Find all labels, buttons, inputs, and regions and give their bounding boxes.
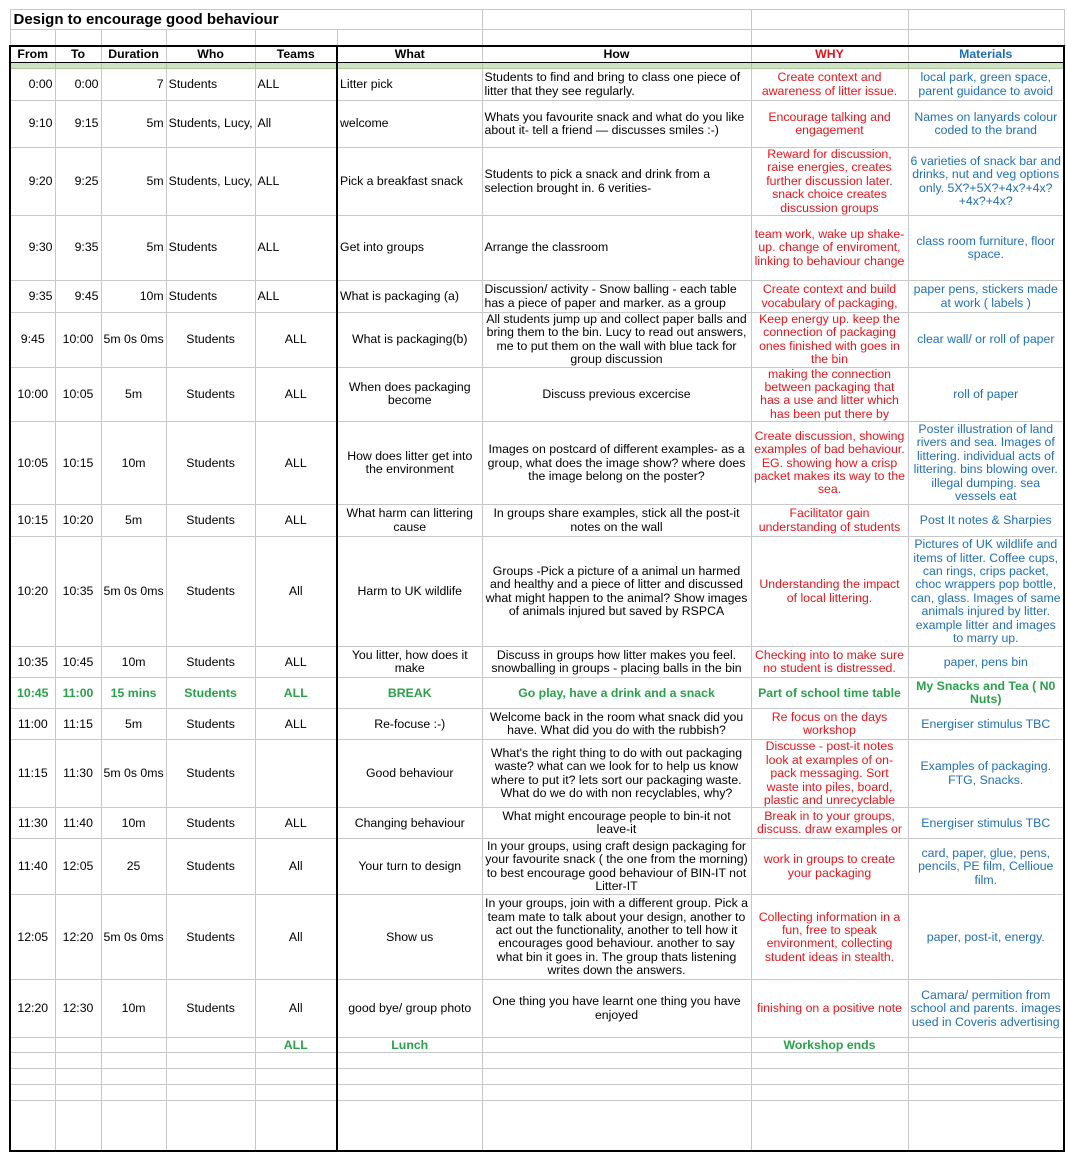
cell-teams[interactable]: ALL (255, 281, 337, 313)
cell-teams[interactable]: ALL (255, 709, 337, 740)
cell-why[interactable]: Create discussion, showing examples of bad behaviour. EG. showing how a crisp packet makes its way to the sea. (751, 422, 908, 505)
empty-cell[interactable] (255, 1069, 337, 1085)
header-from[interactable]: From (10, 46, 55, 63)
cell-what[interactable]: Your turn to design (337, 839, 482, 895)
table-row (10, 69, 1064, 101)
empty-cell[interactable] (166, 1085, 255, 1101)
cell-teams[interactable]: ALL (255, 422, 337, 505)
empty-cell[interactable] (908, 1069, 1064, 1085)
empty-cell[interactable] (908, 1038, 1064, 1053)
cell-from[interactable]: 10:35 (10, 647, 55, 678)
table-row (10, 839, 1064, 895)
cell-what[interactable]: good bye/ group photo (337, 980, 482, 1038)
cell-to[interactable]: 12:05 (55, 839, 101, 895)
table-row (10, 980, 1064, 1038)
cell-how[interactable]: Welcome back in the room what snack did you have. What did you do with the rubbish? (482, 709, 751, 740)
empty-row (10, 1069, 1064, 1085)
cell-why[interactable]: making the connection between packaging that has a use and litter which has been put there by (751, 367, 908, 422)
cell-materials[interactable]: Pictures of UK wildlife and items of litter. Coffee cups, can rings, crips packet, choc wrappers pop bottle, can, glass. Images of same animals injured by litter. example litter and images to marry up. (908, 537, 1064, 647)
cell-materials[interactable]: class room furniture, floor space. (908, 216, 1064, 281)
table-row (10, 101, 1064, 148)
cell-what[interactable]: Changing behaviour (337, 808, 482, 839)
cell-from[interactable]: 11:30 (10, 808, 55, 839)
cell-from[interactable]: 11:00 (10, 709, 55, 740)
empty-cell[interactable] (482, 1053, 751, 1069)
empty-cell[interactable] (751, 1053, 908, 1069)
empty-cell[interactable] (101, 1101, 166, 1151)
empty-cell[interactable] (166, 1101, 255, 1151)
empty-cell[interactable] (101, 1085, 166, 1101)
cell-what[interactable]: How does litter get into the environment (337, 422, 482, 505)
cell-duration[interactable]: 15 mins (101, 678, 166, 709)
cell-duration[interactable]: 7 (101, 69, 166, 101)
cell-to[interactable]: 9:45 (55, 281, 101, 313)
cell-materials[interactable]: paper pens, stickers made at work ( labels ) (908, 281, 1064, 313)
cell-what[interactable]: Lunch (337, 1038, 482, 1053)
cell-what[interactable]: Litter pick (337, 69, 482, 101)
cell-duration[interactable]: 25 (101, 839, 166, 895)
cell-who[interactable]: Students (166, 367, 255, 422)
cell-from[interactable]: 10:15 (10, 505, 55, 537)
cell-teams[interactable]: ALL (255, 678, 337, 709)
cell-how[interactable]: In groups share examples, stick all the post-it notes on the wall (482, 505, 751, 537)
cell-materials[interactable]: Examples of packaging. FTG, Snacks. (908, 740, 1064, 808)
cell-how[interactable]: One thing you have learnt one thing you have enjoyed (482, 980, 751, 1038)
cell-who[interactable]: Students (166, 895, 255, 980)
empty-cell[interactable] (751, 1101, 908, 1151)
empty-cell[interactable] (55, 1069, 101, 1085)
cell-materials[interactable]: local park, green space, parent guidance to avoid (908, 69, 1064, 101)
empty-cell[interactable] (255, 1085, 337, 1101)
cell-duration[interactable]: 5m (101, 216, 166, 281)
empty-cell[interactable] (255, 1053, 337, 1069)
cell-what[interactable]: What is packaging (a) (337, 281, 482, 313)
cell-duration[interactable]: 5m (101, 101, 166, 148)
empty-cell[interactable] (101, 1038, 166, 1053)
cell-from[interactable]: 9:35 (10, 281, 55, 313)
empty-cell[interactable] (55, 1038, 101, 1053)
table-row (10, 422, 1064, 505)
empty-cell[interactable] (10, 1053, 55, 1069)
cell-materials[interactable]: roll of paper (908, 367, 1064, 422)
cell-who[interactable]: Students (166, 216, 255, 281)
cell-materials[interactable]: paper, post-it, energy. (908, 895, 1064, 980)
cell-who[interactable]: Students, Lucy, (166, 148, 255, 216)
cell-duration[interactable]: 5m (101, 148, 166, 216)
cell-to[interactable]: 10:00 (55, 313, 101, 368)
cell-who[interactable]: Students (166, 709, 255, 740)
cell-why[interactable]: Keep energy up. keep the connection of packaging ones finished with goes in the bin (751, 313, 908, 368)
cell-what[interactable]: BREAK (337, 678, 482, 709)
cell-who[interactable]: Students (166, 537, 255, 647)
table-row (10, 216, 1064, 281)
cell-duration[interactable]: 5m 0s 0ms (101, 740, 166, 808)
cell-duration[interactable]: 5m 0s 0ms (101, 313, 166, 368)
cell-to[interactable]: 11:40 (55, 808, 101, 839)
cell-materials[interactable]: Energiser stimulus TBC (908, 709, 1064, 740)
header-teams[interactable]: Teams (255, 46, 337, 63)
empty-row (10, 1085, 1064, 1101)
cell-materials[interactable]: Poster illustration of land rivers and sea. Images of littering. individual acts of littering. bins blowing over. illegal dumping. sea vessels eat (908, 422, 1064, 505)
cell-how[interactable]: Discussion/ activity - Snow balling - each table has a piece of paper and marker. as a group (482, 281, 751, 313)
cell-why[interactable]: Create context and awareness of litter issue. (751, 69, 908, 101)
schedule-table (9, 9, 1065, 1152)
cell-duration[interactable]: 10m (101, 808, 166, 839)
empty-row (10, 1101, 1064, 1151)
cell-materials[interactable]: Names on lanyards colour coded to the brand (908, 101, 1064, 148)
cell-from[interactable]: 9:10 (10, 101, 55, 148)
cell-duration[interactable]: 5m 0s 0ms (101, 895, 166, 980)
empty-cell[interactable] (482, 1085, 751, 1101)
cell-how[interactable]: What might encourage people to bin-it not leave-it (482, 808, 751, 839)
cell-why[interactable]: Collecting information in a fun, free to speak environment, collecting student ideas in stealth. (751, 895, 908, 980)
empty-cell[interactable] (55, 1053, 101, 1069)
empty-cell[interactable] (255, 1101, 337, 1151)
cell-teams[interactable]: All (255, 980, 337, 1038)
cell-why[interactable]: work in groups to create your packaging (751, 839, 908, 895)
cell-to[interactable]: 10:05 (55, 367, 101, 422)
cell-why[interactable]: Encourage talking and engagement (751, 101, 908, 148)
cell-who[interactable]: Students (166, 281, 255, 313)
cell-who[interactable]: Students (166, 422, 255, 505)
cell-why[interactable]: team work, wake up shake-up. change of enviroment, linking to behaviour change (751, 216, 908, 281)
cell-to[interactable]: 11:15 (55, 709, 101, 740)
table-row (10, 808, 1064, 839)
cell-from[interactable]: 9:45 (10, 313, 55, 368)
cell-duration[interactable]: 10m (101, 281, 166, 313)
cell-teams[interactable]: All (255, 101, 337, 148)
cell-how[interactable]: Arrange the classroom (482, 216, 751, 281)
cell-from[interactable]: 12:05 (10, 895, 55, 980)
cell-from[interactable]: 11:15 (10, 740, 55, 808)
table-row (10, 313, 1064, 368)
empty-cell[interactable] (908, 1101, 1064, 1151)
empty-cell[interactable] (337, 1085, 482, 1101)
empty-cell[interactable] (10, 1085, 55, 1101)
cell-teams[interactable]: ALL (255, 216, 337, 281)
cell-teams[interactable]: ALL (255, 808, 337, 839)
cell-to[interactable]: 12:20 (55, 895, 101, 980)
cell-why[interactable]: Re focus on the days workshop (751, 709, 908, 740)
cell-who[interactable]: Students (166, 69, 255, 101)
cell-teams[interactable]: ALL (255, 313, 337, 368)
cell-from[interactable]: 10:00 (10, 367, 55, 422)
cell-how[interactable]: Discuss previous excercise (482, 367, 751, 422)
header-duration[interactable]: Duration (101, 46, 166, 63)
empty-cell[interactable] (337, 1101, 482, 1151)
cell-to[interactable]: 9:35 (55, 216, 101, 281)
cell-who[interactable]: Students (166, 647, 255, 678)
empty-cell[interactable] (908, 1053, 1064, 1069)
empty-cell[interactable] (482, 1069, 751, 1085)
table-row (10, 281, 1064, 313)
empty-cell[interactable] (337, 1069, 482, 1085)
empty-cell[interactable] (751, 1069, 908, 1085)
empty-cell[interactable] (751, 1085, 908, 1101)
table-row (10, 505, 1064, 537)
cell-who[interactable]: Students (166, 678, 255, 709)
cell-why[interactable]: Part of school time table (751, 678, 908, 709)
empty-cell[interactable] (101, 1069, 166, 1085)
cell-what[interactable]: Get into groups (337, 216, 482, 281)
header-row (10, 46, 1064, 63)
cell-from[interactable]: 10:20 (10, 537, 55, 647)
sheet-title[interactable]: Design to encourage good behaviour (10, 10, 482, 30)
cell-from[interactable]: 9:20 (10, 148, 55, 216)
cell-duration[interactable]: 5m (101, 709, 166, 740)
cell-how[interactable]: Images on postcard of different examples- as a group, what does the image show? where does the image belong on the poster? (482, 422, 751, 505)
cell-materials[interactable]: Camara/ permition from school and parents. images used in Coveris advertising (908, 980, 1064, 1038)
blank-row (10, 30, 1064, 46)
cell-what[interactable]: welcome (337, 101, 482, 148)
cell-from[interactable]: 9:30 (10, 216, 55, 281)
cell-why[interactable]: Checking into to make sure no student is distressed. (751, 647, 908, 678)
cell-from[interactable]: 11:40 (10, 839, 55, 895)
empty-cell[interactable] (55, 1085, 101, 1101)
cell-teams[interactable]: All (255, 839, 337, 895)
cell-from[interactable]: 0:00 (10, 69, 55, 101)
cell-teams[interactable] (255, 740, 337, 808)
empty-cell[interactable] (908, 1085, 1064, 1101)
cell-materials[interactable]: Post It notes & Sharpies (908, 505, 1064, 537)
table-row (10, 367, 1064, 422)
empty-cell[interactable] (166, 1053, 255, 1069)
table-row (10, 647, 1064, 678)
cell-to[interactable]: 12:30 (55, 980, 101, 1038)
cell-teams[interactable]: ALL (255, 69, 337, 101)
cell-why[interactable]: finishing on a positive note (751, 980, 908, 1038)
cell-materials[interactable]: clear wall/ or roll of paper (908, 313, 1064, 368)
cell-duration[interactable]: 10m (101, 980, 166, 1038)
cell-materials[interactable]: paper, pens bin (908, 647, 1064, 678)
cell-who[interactable]: Students (166, 505, 255, 537)
empty-cell[interactable] (10, 1038, 55, 1053)
cell-to[interactable]: 9:15 (55, 101, 101, 148)
empty-row (10, 1053, 1064, 1069)
cell-how[interactable]: In your groups, join with a different group. Pick a team mate to talk about your design, another to act out the functionality, another to tell how it encourages good behaviour. another to say what bin it goes in. The group thats listening writes down the answers. (482, 895, 751, 980)
cell-what[interactable]: Harm to UK wildlife (337, 537, 482, 647)
cell-to[interactable]: 10:35 (55, 537, 101, 647)
cell-materials[interactable]: My Snacks and Tea ( N0 Nuts) (908, 678, 1064, 709)
table-row (10, 678, 1064, 709)
cell-materials[interactable]: card, paper, glue, pens, pencils, PE film, Cellioue film. (908, 839, 1064, 895)
empty-cell[interactable] (337, 1053, 482, 1069)
cell-what[interactable]: Show us (337, 895, 482, 980)
cell-to[interactable]: 10:45 (55, 647, 101, 678)
cell-who[interactable]: Students (166, 740, 255, 808)
cell-how[interactable]: Discuss in groups how litter makes you feel. snowballing in groups - placing balls in the bin (482, 647, 751, 678)
cell-to[interactable]: 9:25 (55, 148, 101, 216)
cell-duration[interactable]: 10m (101, 422, 166, 505)
cell-how[interactable]: All students jump up and collect paper balls and bring them to the bin. Lucy to read out answers, me to put them on the wall with blue tack for group discussion (482, 313, 751, 368)
empty-cell[interactable] (10, 1069, 55, 1085)
empty-cell[interactable] (10, 1101, 55, 1151)
lunch-row (10, 1038, 1064, 1053)
empty-cell[interactable] (101, 1053, 166, 1069)
cell-teams[interactable]: All (255, 895, 337, 980)
cell-materials[interactable]: 6 varieties of snack bar and drinks, nut and veg options only. 5X?+5X?+4x?+4x?+4x?+4x? (908, 148, 1064, 216)
cell-how[interactable]: Whats you favourite snack and what do you like about it- tell a friend — discusses smiles :-) (482, 101, 751, 148)
header-how[interactable]: How (482, 46, 751, 63)
header-what[interactable]: What (337, 46, 482, 63)
table-row (10, 740, 1064, 808)
cell-duration[interactable]: 5m (101, 505, 166, 537)
cell-who[interactable]: Students (166, 313, 255, 368)
empty-cell[interactable] (482, 1038, 751, 1053)
cell-from[interactable]: 12:20 (10, 980, 55, 1038)
cell-to[interactable]: 0:00 (55, 69, 101, 101)
cell-teams[interactable]: ALL (255, 148, 337, 216)
header-materials[interactable]: Materials (908, 46, 1064, 63)
cell-to[interactable]: 11:30 (55, 740, 101, 808)
cell-who[interactable]: Students (166, 980, 255, 1038)
cell-duration[interactable]: 5m (101, 367, 166, 422)
cell-what[interactable]: Good behaviour (337, 740, 482, 808)
cell-how[interactable]: Go play, have a drink and a snack (482, 678, 751, 709)
cell-why[interactable]: Break in to your groups, discuss. draw examples or (751, 808, 908, 839)
cell-who[interactable]: Students (166, 808, 255, 839)
table-row (10, 537, 1064, 647)
cell-what[interactable]: Pick a breakfast snack (337, 148, 482, 216)
table-row (10, 148, 1064, 216)
cell-who[interactable]: Students, Lucy, (166, 101, 255, 148)
empty-cell[interactable] (55, 1101, 101, 1151)
cell-to[interactable]: 11:00 (55, 678, 101, 709)
cell-what[interactable]: When does packaging become (337, 367, 482, 422)
cell-from[interactable]: 10:45 (10, 678, 55, 709)
cell-why[interactable]: Workshop ends (751, 1038, 908, 1053)
cell-why[interactable]: Create context and build vocabulary of packaging, (751, 281, 908, 313)
cell-teams[interactable]: ALL (255, 367, 337, 422)
cell-what[interactable]: You litter, how does it make (337, 647, 482, 678)
cell-why[interactable]: Reward for discussion, raise energies, creates further discussion later. snack choice creates discussion groups (751, 148, 908, 216)
cell-how[interactable]: Students to pick a snack and drink from a selection brought in. 6 verities- (482, 148, 751, 216)
table-row (10, 895, 1064, 980)
cell-what[interactable]: What is packaging(b) (337, 313, 482, 368)
cell-teams[interactable]: ALL (255, 647, 337, 678)
cell-teams[interactable]: All (255, 537, 337, 647)
cell-materials[interactable]: Energiser stimulus TBC (908, 808, 1064, 839)
cell-to[interactable]: 10:15 (55, 422, 101, 505)
empty-cell[interactable] (166, 1038, 255, 1053)
cell-who[interactable]: Students (166, 839, 255, 895)
title-row (10, 10, 1064, 30)
cell-how[interactable]: Groups -Pick a picture of a animal un harmed and healthy and a piece of litter and discussed what might happen to the animal? Show images of animals injured but saved by RSPCA (482, 537, 751, 647)
cell-why[interactable]: Understanding the impact of local littering. (751, 537, 908, 647)
cell-how[interactable]: Students to find and bring to class one piece of litter that they see regularly. (482, 69, 751, 101)
empty-cell[interactable] (482, 1101, 751, 1151)
cell-from[interactable]: 10:05 (10, 422, 55, 505)
header-who[interactable]: Who (166, 46, 255, 63)
cell-what[interactable]: Re-focuse :-) (337, 709, 482, 740)
cell-what[interactable]: What harm can littering cause (337, 505, 482, 537)
cell-teams[interactable]: ALL (255, 505, 337, 537)
cell-how[interactable]: What's the right thing to do with out packaging waste? what can we look for to help us know where to put it? lets sort our packaging waste. What do we do with non recyclables, why? (482, 740, 751, 808)
header-why[interactable]: WHY (751, 46, 908, 63)
header-to[interactable]: To (55, 46, 101, 63)
table-row (10, 709, 1064, 740)
cell-duration[interactable]: 5m 0s 0ms (101, 537, 166, 647)
cell-why[interactable]: Facilitator gain understanding of students (751, 505, 908, 537)
cell-duration[interactable]: 10m (101, 647, 166, 678)
empty-cell[interactable] (166, 1069, 255, 1085)
cell-why[interactable]: Discusse - post-it notes look at examples of on-pack messaging. Sort waste into piles, board, plastic and unrecyclable (751, 740, 908, 808)
cell-teams[interactable]: ALL (255, 1038, 337, 1053)
cell-how[interactable]: In your groups, using craft design packaging for your favourite snack ( the one from the morning) to best encourage good behaviour of BIN-IT not Litter-IT (482, 839, 751, 895)
cell-to[interactable]: 10:20 (55, 505, 101, 537)
